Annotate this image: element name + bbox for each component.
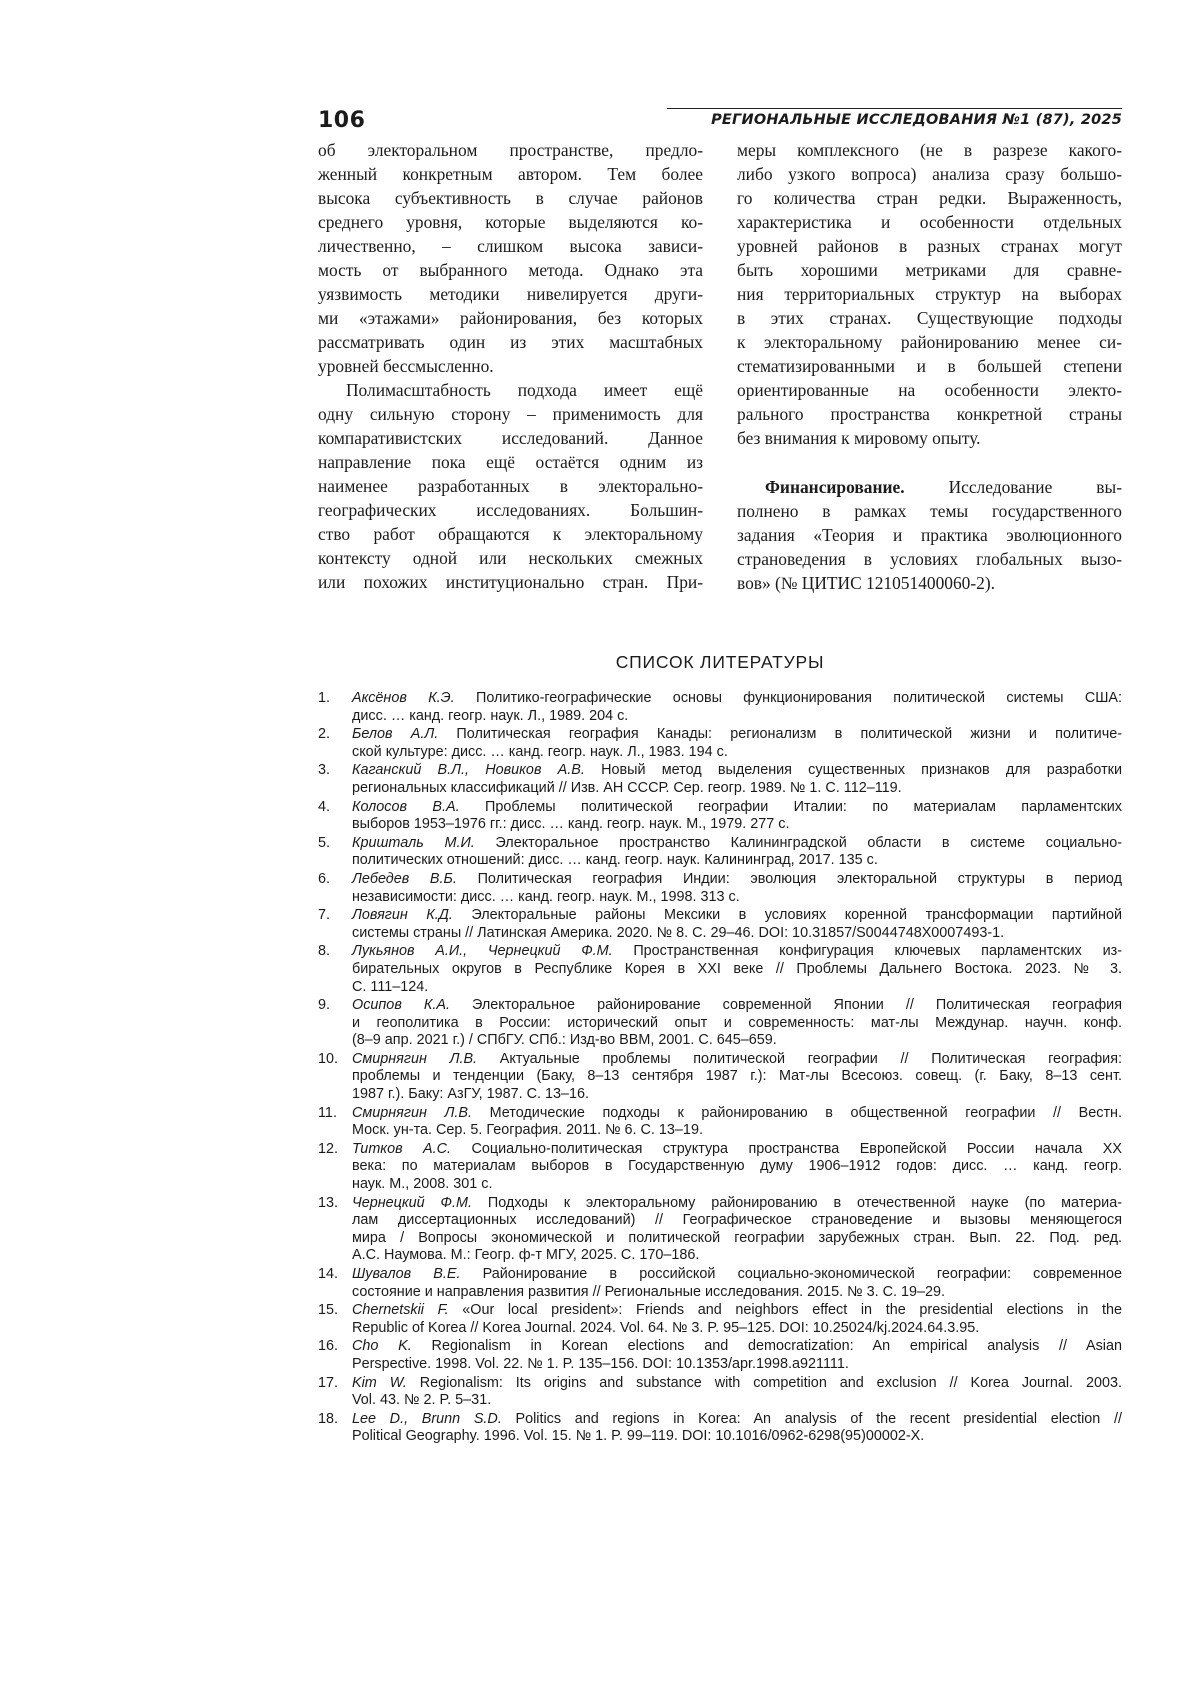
text-line: Полимасштабность подхода имеет ещё	[346, 380, 703, 400]
reference-number: 11.	[318, 1104, 337, 1121]
text-line: меры комплексного (не в разрезе какого-	[737, 140, 1122, 160]
reference-authors: Каганский В.Л., Новиков А.В.	[352, 762, 585, 779]
reference-line	[352, 1428, 1122, 1446]
reference-line	[352, 1375, 1122, 1393]
reference-line	[352, 1086, 1122, 1104]
paragraph-gap	[737, 450, 1122, 475]
text-line: направление пока ещё остаётся одним из	[318, 452, 703, 472]
funding-paragraph	[737, 475, 1122, 595]
reference-line	[352, 979, 1122, 997]
text-line: полнено в рамках темы государственного	[737, 501, 1122, 521]
reference-item	[318, 1302, 1122, 1337]
text-line: об электоральном пространстве, предло-	[318, 140, 703, 160]
reference-authors: Белов А.Л.	[352, 726, 439, 743]
text-line: ния территориальных структур на выборах	[737, 284, 1122, 304]
reference-authors: Lee D., Brunn S.D.	[352, 1410, 502, 1427]
reference-number: 3.	[318, 762, 331, 779]
reference-number: 4.	[318, 798, 331, 815]
reference-item	[318, 1105, 1122, 1140]
reference-authors: Ловягин К.Д.	[352, 907, 453, 924]
reference-line	[352, 816, 1122, 834]
text-line: быть хорошими метриками для сравне-	[737, 260, 1122, 280]
reference-text: ской культуре: дисс. … канд. геогр. наук. Л., 1983. 194 с.	[352, 743, 728, 760]
reference-text: Vol. 43. № 2. P. 5–31.	[352, 1392, 492, 1409]
text-line: контексту одной или нескольких смежных	[318, 548, 703, 568]
reference-text: Политическая география Индии: эволюция электоральной структуры в период	[456, 870, 1123, 887]
reference-authors: Лебедев В.Б.	[352, 870, 457, 887]
reference-number: 7.	[318, 907, 331, 924]
reference-authors: Аксёнов К.Э.	[352, 690, 455, 706]
reference-line	[352, 1032, 1122, 1050]
reference-text: бирательных округов в Республике Корея в XXI веке // Проблемы Дальнего Востока. 2023. № 3.	[352, 960, 1122, 977]
reference-line	[352, 744, 1122, 762]
reference-text: Электоральные районы Мексики в условиях коренной трансформации партийной	[452, 907, 1122, 924]
reference-line	[352, 1015, 1122, 1033]
reference-text: Электоральное пространство Калининградской области в системе социально-	[474, 834, 1122, 851]
text-line: ми «этажами» районирования, без которых	[318, 308, 703, 328]
reference-item	[318, 1266, 1122, 1301]
reference-text: политических отношений: дисс. … канд. геогр. наук. Калининград, 2017. 135 с.	[352, 852, 878, 869]
reference-item	[318, 690, 1122, 725]
reference-item	[318, 835, 1122, 870]
reference-text: Проблемы политической географии Италии: по материалам парламентских	[459, 798, 1122, 815]
text-line: мость от выбранного метода. Однако эта	[318, 260, 703, 280]
reference-line	[352, 1411, 1122, 1429]
reference-line	[352, 925, 1122, 943]
reference-number: 13.	[318, 1194, 339, 1211]
text-line: высока субъективность в случае районов	[318, 188, 703, 208]
reference-text: (8–9 апр. 2021 г.) / СПбГУ. СПб.: Изд-во ВВМ, 2001. С. 645–659.	[352, 1032, 777, 1049]
funding-lines	[737, 499, 1122, 595]
text-line: к электоральному районированию менее си-	[737, 332, 1122, 352]
reference-line	[352, 1230, 1122, 1248]
reference-text: С. 111–124.	[352, 978, 429, 995]
reference-authors: Kim W.	[352, 1374, 407, 1391]
reference-item	[318, 943, 1122, 996]
text-line: одну сильную сторону – применимость для	[318, 404, 703, 424]
reference-number: 16.	[318, 1338, 339, 1355]
reference-line	[352, 943, 1122, 961]
reference-authors: Смирнягин Л.В.	[352, 1104, 472, 1121]
reference-line	[352, 1105, 1122, 1123]
reference-text: века: по материалам выборов в Государственную думу 1906–1912 годов: дисс. … канд. геогр.	[352, 1158, 1122, 1175]
reference-text: независимости: дисс. … канд. геогр. наук. М., 1998. 313 с.	[352, 888, 740, 905]
reference-number: 10.	[318, 1050, 339, 1067]
reference-number: 17.	[318, 1374, 339, 1391]
reference-text: наук. М., 2008. 301 с.	[352, 1176, 493, 1193]
text-line: ориентированные на особенности электо-	[737, 380, 1122, 400]
reference-line	[352, 1320, 1122, 1338]
reference-text: Regionalism: Its origins and substance with competition and exclusion // Korea Journal. 2003.	[406, 1374, 1122, 1391]
reference-item	[318, 762, 1122, 797]
reference-authors: Колосов В.А.	[352, 798, 460, 815]
text-line: компаративистских исследований. Данное	[318, 428, 703, 448]
text-line: страноведения в условиях глобальных вызо-	[737, 549, 1122, 569]
reference-number: 14.	[318, 1266, 339, 1282]
text-line: стематизированными и в большей степени	[737, 356, 1122, 376]
reference-text: системы страны // Латинская Америка. 2020. № 8. С. 29–46. DOI: 10.31857/S0044748X0007493-1.	[352, 924, 1005, 941]
right-column-text	[737, 138, 1122, 450]
funding-first-text: Исследование вы-	[948, 477, 1122, 497]
reference-list	[318, 690, 1122, 1447]
reference-text: Методические подходы к районированию в общественной географии // Вестн.	[471, 1104, 1122, 1121]
reference-text: Политическая география Канады: регионализм в политической жизни и политиче-	[438, 726, 1122, 743]
reference-item	[318, 1411, 1122, 1446]
reference-line	[352, 1122, 1122, 1140]
reference-line	[352, 835, 1122, 853]
reference-authors: Лукьянов А.И., Чернецкий Ф.М.	[352, 943, 613, 960]
reference-authors: Кришталь М.И.	[352, 834, 475, 851]
text-line: в этих странах. Существующие подходы	[737, 308, 1122, 328]
left-column	[318, 138, 703, 594]
reference-text: Republic of Korea // Korea Journal. 2024. Vol. 64. № 3. P. 95–125. DOI: 10.25024/kj.2024.64.3.95.	[352, 1319, 980, 1336]
reference-number: 1.	[318, 690, 331, 706]
reference-line	[352, 961, 1122, 979]
reference-text: Социально-политическая структура пространства Европейской России начала XX	[451, 1140, 1122, 1157]
reference-text: региональных классификаций // Изв. АН СССР. Сер. геогр. 1989. № 1. С. 112–119.	[352, 779, 902, 796]
reference-line	[352, 799, 1122, 817]
text-line: ство работ обращаются к электоральному	[318, 524, 703, 544]
text-line: без внимания к мировому опыту.	[737, 428, 981, 448]
reference-text: А.С. Наумова. М.: Геогр. ф-т МГУ, 2025. С. 170–186.	[352, 1247, 700, 1264]
reference-text: Политико-географические основы функционирования политической системы США:	[454, 690, 1122, 706]
reference-text: Political Geography. 1996. Vol. 15. № 1. P. 99–119. DOI: 10.1016/0962-6298(95)00002-X.	[352, 1428, 925, 1445]
reference-line	[352, 1051, 1122, 1069]
reference-number: 6.	[318, 870, 331, 887]
reference-number: 12.	[318, 1140, 339, 1157]
text-line: го количества стран редки. Выраженность,	[737, 188, 1122, 208]
reference-item	[318, 1195, 1122, 1265]
reference-line	[352, 1158, 1122, 1176]
reference-text: выборов 1953–1976 гг.: дисс. … канд. геогр. наук. М., 1979. 277 с.	[352, 816, 790, 833]
reference-authors: Смирнягин Л.В.	[352, 1050, 478, 1067]
reference-text: «Our local president»: Friends and neighbors effect in the presidential elections in the	[448, 1302, 1122, 1319]
reference-line	[352, 997, 1122, 1015]
running-head	[318, 100, 1122, 134]
reference-text: Районирование в российской социально-экономической географии: современное	[460, 1266, 1122, 1282]
reference-line	[352, 889, 1122, 907]
text-line: рального пространства конкретной страны	[737, 404, 1122, 424]
reference-text: и геополитика в России: исторический опыт и современность: мат-лы Междунар. научн. конф.	[352, 1014, 1122, 1031]
reference-line	[352, 708, 1122, 726]
reference-item	[318, 1141, 1122, 1194]
text-line: женный конкретным автором. Тем более	[318, 164, 703, 184]
reference-item	[318, 1375, 1122, 1410]
text-line: уровней бессмысленно.	[318, 356, 494, 376]
reference-line	[352, 1212, 1122, 1230]
reference-number: 5.	[318, 834, 331, 851]
reference-text: проблемы и тенденции (Баку, 8–13 сентября 1987 г.): Мат-лы Всесоюз. совещ. (г. Баку, 8–13 сент.	[352, 1068, 1122, 1085]
reference-item	[318, 799, 1122, 834]
reference-text: Электоральное районирование современной Японии // Политическая география	[449, 997, 1123, 1014]
reference-line	[352, 1141, 1122, 1159]
reference-authors: Chernetskii F.	[352, 1302, 449, 1319]
reference-line	[352, 1068, 1122, 1086]
text-line: среднего уровня, которые выделяются ко-	[318, 212, 703, 232]
reference-line	[352, 1338, 1122, 1356]
text-line: уровней районов в разных странах могут	[737, 236, 1122, 256]
text-line: задания «Теория и практика эволюционного	[737, 525, 1122, 545]
reference-line	[352, 1266, 1122, 1284]
page-number: 106	[318, 108, 366, 133]
text-line: наименее разработанных в электорально-	[318, 476, 703, 496]
text-line: уязвимость методики нивелируется други-	[318, 284, 703, 304]
journal-title: РЕГИОНАЛЬНЫЕ ИССЛЕДОВАНИЯ №1 (87), 2025	[711, 112, 1122, 128]
reference-line	[352, 1247, 1122, 1265]
text-line: географических исследованиях. Большин-	[318, 500, 703, 520]
reference-text: дисс. … канд. геогр. наук. Л., 1989. 204 с.	[352, 707, 629, 724]
reference-line	[352, 1195, 1122, 1213]
reference-number: 2.	[318, 726, 331, 743]
reference-text: состояние и направления развития // Региональные исследования. 2015. № 3. С. 19–29.	[352, 1283, 946, 1300]
reference-authors: Шувалов В.Е.	[352, 1266, 461, 1282]
reference-text: лам диссертационных исследований) // Географическое страноведение и вызовы меняющегося	[352, 1212, 1122, 1229]
reference-line	[352, 1392, 1122, 1410]
reference-number: 18.	[318, 1410, 339, 1427]
reference-line	[352, 1284, 1122, 1302]
reference-line	[352, 1302, 1122, 1320]
right-column	[737, 138, 1122, 595]
reference-text: Пространственная конфигурация ключевых парламентских из-	[612, 943, 1122, 960]
reference-text: Perspective. 1998. Vol. 22. № 1. P. 135–156. DOI: 10.1353/apr.1998.a921111.	[352, 1355, 849, 1372]
reference-number: 9.	[318, 997, 331, 1014]
reference-item	[318, 1051, 1122, 1104]
references-heading: СПИСОК ЛИТЕРАТУРЫ	[615, 652, 825, 672]
reference-number: 15.	[318, 1302, 339, 1319]
reference-number: 8.	[318, 943, 331, 960]
reference-item	[318, 1338, 1122, 1373]
reference-line	[352, 780, 1122, 798]
reference-authors: Cho K.	[352, 1338, 412, 1355]
reference-text: Актуальные проблемы политической географии // Политическая география:	[477, 1050, 1122, 1067]
reference-line	[352, 1356, 1122, 1374]
funding-first-line	[737, 475, 1122, 499]
text-line: вов» (№ ЦИТИС 121051400060-2).	[737, 573, 995, 593]
text-line: рассматривать один из этих масштабных	[318, 332, 703, 352]
reference-line	[352, 690, 1122, 708]
reference-item	[318, 997, 1122, 1050]
reference-line	[352, 762, 1122, 780]
header-rule	[667, 108, 1122, 109]
reference-text: Politics and regions in Korea: An analysis of the recent presidential election //	[501, 1410, 1122, 1427]
reference-text: Regionalism in Korean elections and democratization: An empirical analysis // Asian	[411, 1338, 1123, 1355]
text-line: личественно, – слишком высока зависи-	[318, 236, 703, 256]
reference-line	[352, 726, 1122, 744]
text-line: либо узкого вопроса) анализа сразу большо-	[737, 164, 1122, 184]
reference-item	[318, 726, 1122, 761]
reference-line	[352, 907, 1122, 925]
reference-item	[318, 871, 1122, 906]
reference-text: Моск. ун-та. Сер. 5. География. 2011. № 6. С. 13–19.	[352, 1122, 703, 1139]
reference-text: Подходы к электоральному районированию в отечественной науке (по материа-	[471, 1194, 1122, 1211]
reference-authors: Титков А.С.	[352, 1140, 452, 1157]
reference-text: Новый метод выделения существенных признаков для разработки	[584, 762, 1122, 779]
reference-text: мира / Вопросы экономической и политической географии зарубежных стран. Вып. 22. Под. ред.	[352, 1229, 1122, 1246]
text-line: или похожих институционально стран. При-	[318, 572, 703, 592]
reference-line	[352, 871, 1122, 889]
funding-label: Финансирование.	[765, 477, 905, 497]
reference-item	[318, 907, 1122, 942]
reference-text: 1987 г.). Баку: АзГУ, 1987. С. 13–16.	[352, 1086, 590, 1103]
text-line: характеристика и особенности отдельных	[737, 212, 1122, 232]
reference-authors: Осипов К.А.	[352, 997, 450, 1014]
reference-line	[352, 1176, 1122, 1194]
reference-line	[352, 852, 1122, 870]
reference-authors: Чернецкий Ф.М.	[352, 1194, 472, 1211]
